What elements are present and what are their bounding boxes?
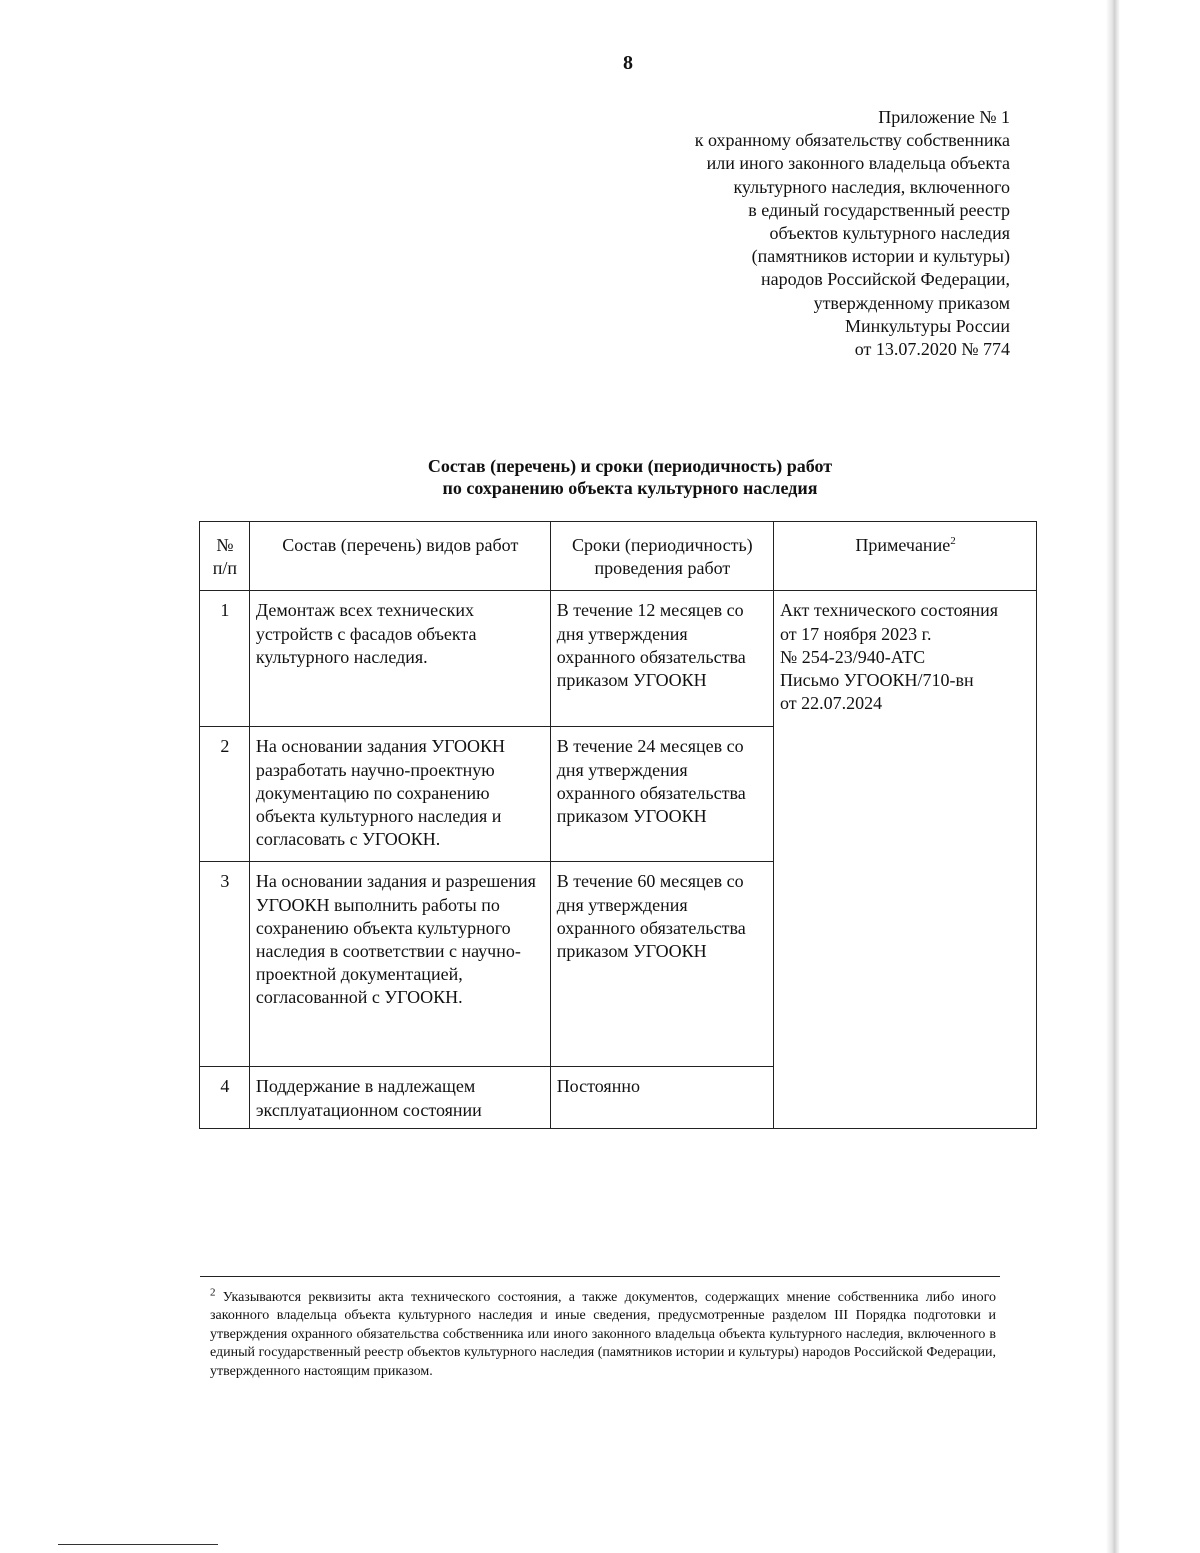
table-row bbox=[200, 591, 1037, 727]
row-number: 3 bbox=[200, 862, 250, 1067]
scan-edge-shadow bbox=[1106, 0, 1120, 1553]
appendix-line: народов Российской Федерации, bbox=[761, 269, 1010, 290]
header-num bbox=[200, 522, 250, 591]
footnote-divider bbox=[200, 1276, 1000, 1277]
row-work: На основании задания и разрешения УГООКН выполнить работы по сохранению объекта культурного наследия в соответствии с научно-проектной документацией, согласованной с УГООКН. bbox=[249, 862, 550, 1067]
row-term: В течение 24 месяцев со дня утверждения охранного обязательства приказом УГООКН bbox=[550, 727, 773, 862]
appendix-line: в единый государственный реестр bbox=[748, 199, 1010, 220]
footnote-marker: 2 bbox=[210, 1286, 216, 1299]
appendix-line: Минкультуры России bbox=[845, 315, 1010, 336]
header-note-label: Примечание bbox=[855, 535, 951, 555]
header-num-abbr: п/п bbox=[212, 558, 238, 579]
header-term: Сроки (периодичность) проведения работ bbox=[550, 522, 773, 591]
row-work: На основании задания УГООКН разработать научно-проектную документацию по сохранению объекта культурного наследия и согласовать с УГООКН. bbox=[249, 727, 550, 862]
header-num-symbol: № bbox=[216, 535, 234, 555]
note-line: Письмо УГООКН/710-вн bbox=[780, 670, 974, 691]
row-work: Демонтаж всех технических устройств с фасадов объекта культурного наследия. bbox=[249, 591, 550, 727]
appendix-line: утвержденному приказом bbox=[813, 292, 1010, 313]
row-number: 4 bbox=[200, 1067, 250, 1128]
footnote-text: Указываются реквизиты акта технического состояния, а также документов, содержащих мнение собственника либо иного законного владельца объекта культурного наследия и иные сведения, предусмотренные разделом III Порядка подготовки и утверждения охранного обязательства собственника или иного законного владельца объекта культурного наследия, включенного в единый государственный реестр объектов культурного наследия (памятников истории и культуры) народов Российской Федерации, утвержденного настоящим приказом. bbox=[210, 1290, 996, 1379]
document-title bbox=[0, 455, 1200, 499]
note-line: Акт технического состояния bbox=[780, 600, 999, 621]
appendix-line: объектов культурного наследия bbox=[769, 223, 1010, 244]
footnote-ref: 2 bbox=[950, 535, 956, 547]
row-term: В течение 60 месяцев со дня утверждения охранного обязательства приказом УГООКН bbox=[550, 862, 773, 1067]
appendix-line: (памятников истории и культуры) bbox=[751, 246, 1010, 267]
table-header-row bbox=[200, 522, 1037, 591]
row-term: Постоянно bbox=[550, 1067, 773, 1128]
appendix-line: к охранному обязательству собственника bbox=[694, 130, 1010, 151]
note-line: от 17 ноября 2023 г. bbox=[780, 623, 932, 644]
appendix-header bbox=[590, 106, 1010, 361]
document-title-line: по сохранению объекта культурного наследия bbox=[442, 478, 818, 498]
appendix-line: от 13.07.2020 № 774 bbox=[854, 339, 1010, 360]
works-table bbox=[199, 521, 1037, 1129]
header-work: Состав (перечень) видов работ bbox=[249, 522, 550, 591]
document-title-line: Состав (перечень) и сроки (периодичность) работ bbox=[427, 456, 833, 476]
row-term: В течение 12 месяцев со дня утверждения охранного обязательства приказом УГООКН bbox=[550, 591, 773, 727]
note-line: № 254-23/940-АТС bbox=[780, 646, 926, 667]
header-note bbox=[774, 522, 1037, 591]
row-number: 2 bbox=[200, 727, 250, 862]
scan-bottom-rule bbox=[58, 1544, 218, 1545]
row-note bbox=[774, 591, 1037, 1128]
page-number: 8 bbox=[623, 52, 633, 74]
row-number: 1 bbox=[200, 591, 250, 727]
note-line: от 22.07.2024 bbox=[780, 693, 883, 714]
appendix-line: культурного наследия, включенного bbox=[733, 176, 1010, 197]
appendix-line: или иного законного владельца объекта bbox=[706, 153, 1010, 174]
appendix-line: Приложение № 1 bbox=[878, 107, 1010, 127]
footnote bbox=[210, 1286, 996, 1381]
row-work: Поддержание в надлежащем эксплуатационном состоянии bbox=[249, 1067, 550, 1128]
